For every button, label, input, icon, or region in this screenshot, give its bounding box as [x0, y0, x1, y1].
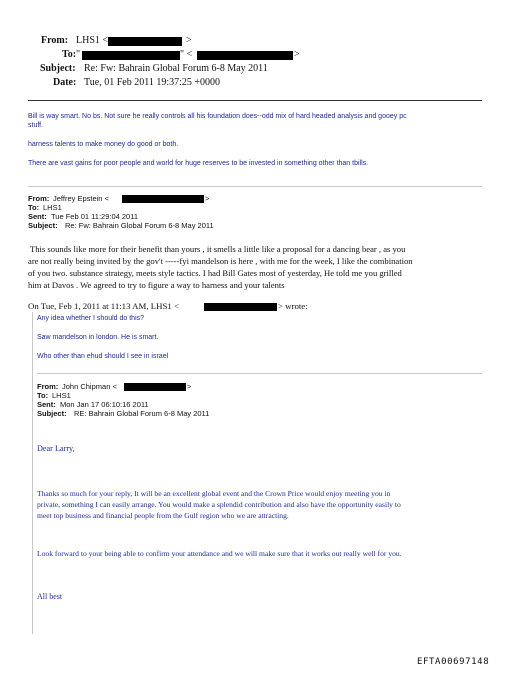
subject-value: RE: Bahrain Global Forum 6-8 May 2011: [74, 409, 210, 418]
quote-intro-end: > wrote:: [278, 301, 308, 311]
body-line: Look forward to your being able to confirm your attendance and we will make sure that it works out really well for you.: [37, 549, 402, 558]
quote-line: Saw mandelson in london. He is smart.: [37, 334, 159, 341]
from-close: >: [186, 35, 192, 46]
redaction-box: [108, 37, 182, 46]
quote-line: Who other than ehud should I see in israel: [37, 353, 169, 360]
date-value: Tue, 01 Feb 2011 19:37:25 +0000: [84, 77, 221, 88]
divider: [28, 186, 482, 187]
to-close: >: [294, 49, 300, 60]
body-line: of you two. substance strategy, meets style tactics. I had Bill Gates most of yesterday, He told me you grilled: [28, 268, 402, 278]
body-line: him at Davos . We agreed to try to figure a way to harness and your talents: [28, 280, 285, 290]
to-value: ": [76, 49, 81, 60]
body-line: stuff.: [28, 122, 44, 129]
quote-bar: [32, 312, 33, 634]
body-line: This sounds like more for their benefit than yours , it smells a little like a proposal for a dancing bear , as you: [30, 244, 406, 254]
divider: [28, 100, 482, 101]
to-label: To:: [62, 49, 77, 60]
to-quote-lt: " <: [180, 49, 193, 60]
from-close: >: [205, 194, 210, 203]
date-label: Date:: [53, 77, 77, 88]
body-line: meet top business and financial people from the Gulf region who we are attracting.: [37, 511, 289, 520]
subject-value: Re: Fw: Bahrain Global Forum 6-8 May 2011: [65, 221, 214, 230]
body-line: harness talents to make money do good or both.: [28, 141, 179, 148]
redaction-box: [122, 195, 204, 203]
divider: [37, 373, 482, 374]
body-line: There are vast gains for poor people and world for huge reserves to be invested in something other than tbills.: [28, 160, 369, 167]
sent-label: Sent:: [37, 400, 56, 409]
subject-label: Subject:: [37, 409, 67, 418]
subject-label: Subject:: [28, 221, 58, 230]
from-label: From:: [28, 194, 50, 203]
from-value: LHS1 <: [76, 35, 109, 46]
body-line: Thanks so much for your reply, It will be an excellent global event and the Crown Price would enjoy meeting you in: [37, 489, 391, 498]
sent-value: Mon Jan 17 06:10:16 2011: [60, 400, 149, 409]
quote-line: Any idea whether I should do this?: [37, 315, 145, 322]
from-close: >: [187, 382, 192, 391]
redaction-box: [82, 51, 180, 60]
sent-label: Sent:: [28, 212, 47, 221]
document-id: EFTA00697148: [417, 657, 490, 667]
from-value: John Chipman <: [62, 382, 117, 391]
from-label: From:: [41, 35, 69, 46]
from-label: From:: [37, 382, 59, 391]
subject-label: Subject:: [40, 63, 76, 74]
body-line: private, something I can easily arrange. You would make a splendid contribution and also have the opportunity easily to: [37, 500, 401, 509]
redaction-box: [197, 51, 293, 60]
to-value: LHS1: [52, 391, 71, 400]
subject-value: Re: Fw: Bahrain Global Forum 6-8 May 2011: [84, 63, 268, 74]
to-label: To:: [28, 203, 40, 212]
redaction-box: [124, 383, 186, 391]
signoff: All best: [37, 592, 63, 601]
body-line: Bill is way smart. No bs. Not sure he really controls all his foundation does--odd mix of hard headed analysis and gooey pc: [28, 113, 407, 120]
to-value: LHS1: [43, 203, 62, 212]
sent-value: Tue Feb 01 11:29:04 2011: [51, 212, 139, 221]
quote-intro: On Tue, Feb 1, 2011 at 11:13 AM, LHS1 <: [28, 301, 179, 311]
greeting: Dear Larry,: [37, 444, 75, 453]
from-value: Jeffrey Epstein <: [53, 194, 109, 203]
body-line: are not really being invited by the gov't -----fyi mandelson is here , with me for the week, I like the combination: [28, 256, 413, 266]
redaction-box: [204, 303, 277, 311]
to-label: To:: [37, 391, 49, 400]
